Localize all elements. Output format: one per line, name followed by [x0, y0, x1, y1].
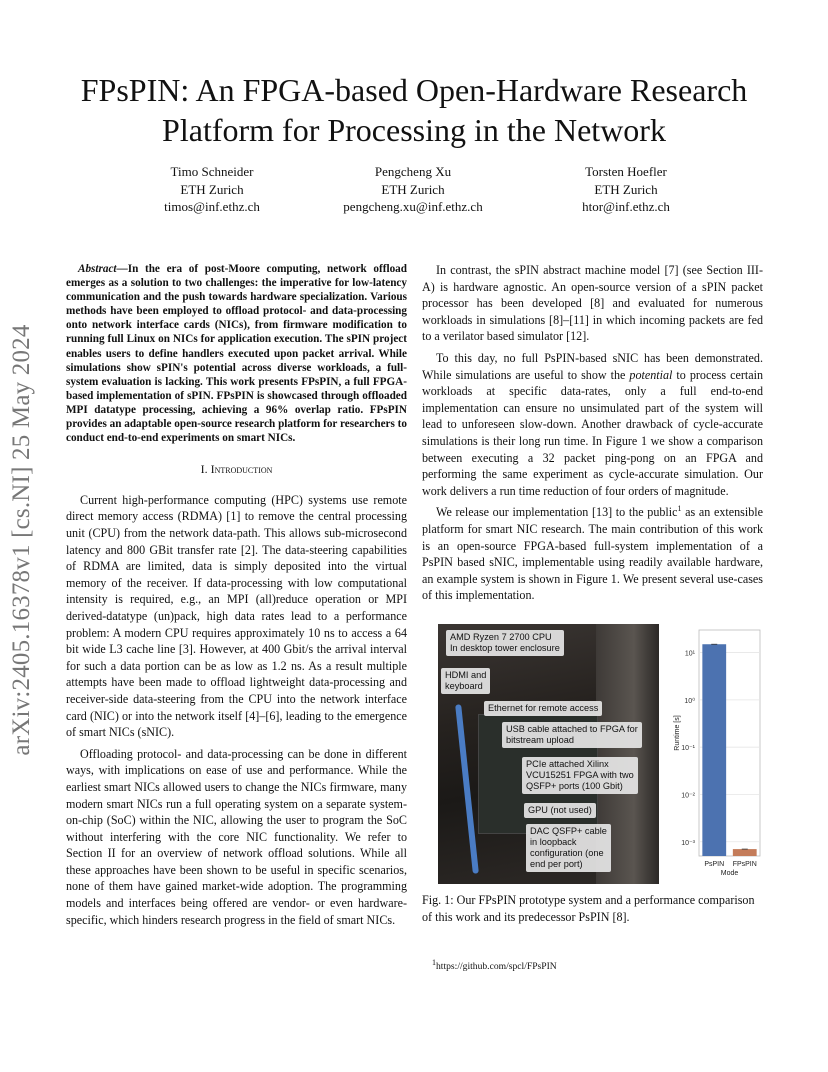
photo-label-dac: DAC QSFP+ cable in loopback configuration (one end per port)	[526, 824, 611, 872]
paragraph: In contrast, the sPIN abstract machine model [7] (see Section III-A) is hardware agnostic. An open-source version of a sPIN packet processor has been developed [8] and evaluated for numerous workloads in simulations [8]–[11] in which incoming packets are fed to a verilator based simulator [12].	[422, 263, 763, 344]
author-affiliation: ETH Zurich	[180, 181, 244, 197]
prototype-photo	[438, 624, 659, 884]
author-email: pengcheng.xu@inf.ethz.ch	[343, 199, 483, 214]
paragraph-text: To this day, no full PsPIN-based sNIC has been demonstrated. While simulations are useful to show the	[422, 350, 763, 382]
y-tick-label: 10⁻¹	[681, 745, 695, 753]
paragraph	[422, 350, 763, 499]
footnote-mark: 1	[432, 957, 436, 967]
author-name: Torsten Hoefler	[585, 164, 667, 179]
photo-label-fpga: PCIe attached Xilinx VCU15251 FPGA with two QSFP+ ports (100 Gbit)	[522, 757, 638, 794]
y-tick-label: 10⁻³	[681, 839, 695, 847]
paragraph: Offloading protocol- and data-processing can be done in different ways, with implications on ease of use and performance. While the earliest smart NICs allowed users to change the NICs firmware, many modern smart NICs run a full operating system on a separate system-on-chip (SoC) within the NIC, allowing the user to program the SoC without interfering with the core NIC functionality. We refer to Section II for an overview of network offload solutions. While all these approaches have been shown to be useful in specific scenarios, none of them have gained market-wide adoption. The programming models and interfaces being offered are vendor- or even hardware-specific, which hinders research progress in the field of smart NICs.	[66, 746, 407, 927]
runtime-chart-svg	[670, 624, 764, 884]
bar-pspin	[702, 644, 726, 856]
author-3	[511, 163, 741, 216]
abstract	[66, 262, 407, 445]
y-tick-label: 10⁰	[684, 697, 695, 705]
title-line-2: Platform for Processing in the Network	[162, 112, 666, 148]
paragraph-text: as an extensible platform for smart NIC research. The main contribution of this work is an open-source FPGA-based full-system implementation of a PsPIN based sNIC, implementable using readily available hardware, an example system is shown in Figure 1. We present several use-cases of this implementation.	[422, 505, 763, 603]
author-email: timos@inf.ethz.ch	[164, 199, 260, 214]
author-affiliation: ETH Zurich	[381, 181, 445, 197]
x-axis-label: Mode	[720, 870, 739, 877]
footnote-url: https://github.com/spcl/FPsPIN	[436, 961, 557, 972]
paragraph-text: We release our implementation [13] to the public	[436, 505, 678, 520]
footnote-ref: 1	[677, 504, 682, 514]
photo-label-usb: USB cable attached to FPGA for bitstream upload	[502, 722, 642, 748]
author-2	[298, 163, 528, 216]
author-name: Timo Schneider	[170, 164, 254, 179]
figure-1	[438, 624, 764, 884]
photo-label-cpu: AMD Ryzen 7 2700 CPU In desktop tower enclosure	[446, 630, 564, 656]
y-axis-label: Runtime [s]	[674, 715, 681, 751]
paragraph-text: to process certain workloads at specific data-rates, only a full end-to-end implementation can ensure no unsimulated part of the system will lead to unforeseen slow-down. Another drawback of cycle-accurate simulations is their long run time. In Figure 1 we show a comparison between executing a 32 packet ping-pong on an FPGA and performing the same experiment as cycle-accurate simulation. Our work delivers a run time reduction of four orders of magnitude.	[422, 367, 763, 498]
author-1	[97, 163, 327, 216]
runtime-chart	[670, 624, 764, 884]
photo-label-ethernet: Ethernet for remote access	[484, 701, 602, 716]
y-tick-label: 10⁻²	[681, 792, 695, 800]
right-column	[422, 262, 763, 609]
x-tick-label: PsPIN	[704, 861, 725, 868]
paragraph: Current high-performance computing (HPC) systems use remote direct memory access (RDMA) [1] to remove the central processing unit (CPU) from the network data-path. This allows sub-microsecond latency and 800 GBit transfer rate [2]. The data-steering capabilities of RDMA are limited, data is simply deposited into the virtual memory of the receiver. If data-processing with low computational intensity is required, e.g., an MPI (all)reduce operation or MPI derived-datatype (un)pack, high data rates lead to a performance problem: A modern CPU requires approximately 10 ns to access a 64 bit wide L3 cache line [3]. However, at 400 Gbit/s the arrival interval for such a data portion can be as low as 1.2 ns. As a result multiple attempts have been made to offload lightweight data-processing and receiver-side data-steering from the CPU into the network interface card (NIC) or into the network itself [4]–[6], leading to the emergence of smart NICs (sNIC).	[66, 492, 407, 740]
paper-title	[0, 70, 828, 150]
footnote	[432, 957, 557, 972]
bar-fpspin	[733, 849, 757, 856]
abstract-text: —In the era of post-Moore computing, network offload emerges as a solution to two challenges: the imperative for low-latency communication and the push towards hardware specialization. Various methods have been employed to offload protocol- and data-processing onto network interface cards (NICs), from firmware modification to running full Linux on NICs for application execution. The sPIN project enables users to define handlers executed upon packet arrival. While simulations show sPIN's potential across diverse workloads, a full-system evaluation is lacking. This work presents FPsPIN, a full FPGA-based implementation of sPIN. FPsPIN is showcased through offloaded MPI datatype processing, achieving a 96% overlap ratio. FPsPIN provides an adaptable open-source research platform for researchers to conduct end-to-end experiments on smart NICs.	[66, 263, 407, 445]
author-email: htor@inf.ethz.ch	[582, 199, 670, 214]
author-name: Pengcheng Xu	[374, 164, 452, 179]
left-column	[66, 262, 407, 933]
x-tick-label: FPsPIN	[732, 861, 757, 868]
section-heading: I. Introduction	[200, 462, 273, 477]
author-affiliation: ETH Zurich	[594, 181, 658, 197]
photo-label-gpu: GPU (not used)	[524, 803, 596, 818]
abstract-label: Abstract	[78, 263, 117, 275]
ethernet-cable	[455, 704, 479, 874]
title-line-1: FPsPIN: An FPGA-based Open-Hardware Research	[80, 72, 748, 108]
arxiv-id: arXiv:2405.16378v1 [cs.NI] 25 May 2024	[8, 324, 35, 756]
photo-label-hdmi: HDMI and keyboard	[441, 668, 490, 694]
emphasis: potential	[629, 367, 673, 382]
y-tick-label: 10¹	[684, 650, 695, 658]
paragraph	[422, 504, 763, 604]
figure-caption: Fig. 1: Our FPsPIN prototype system and a performance comparison of this work and its predecessor PsPIN [8].	[422, 893, 755, 924]
